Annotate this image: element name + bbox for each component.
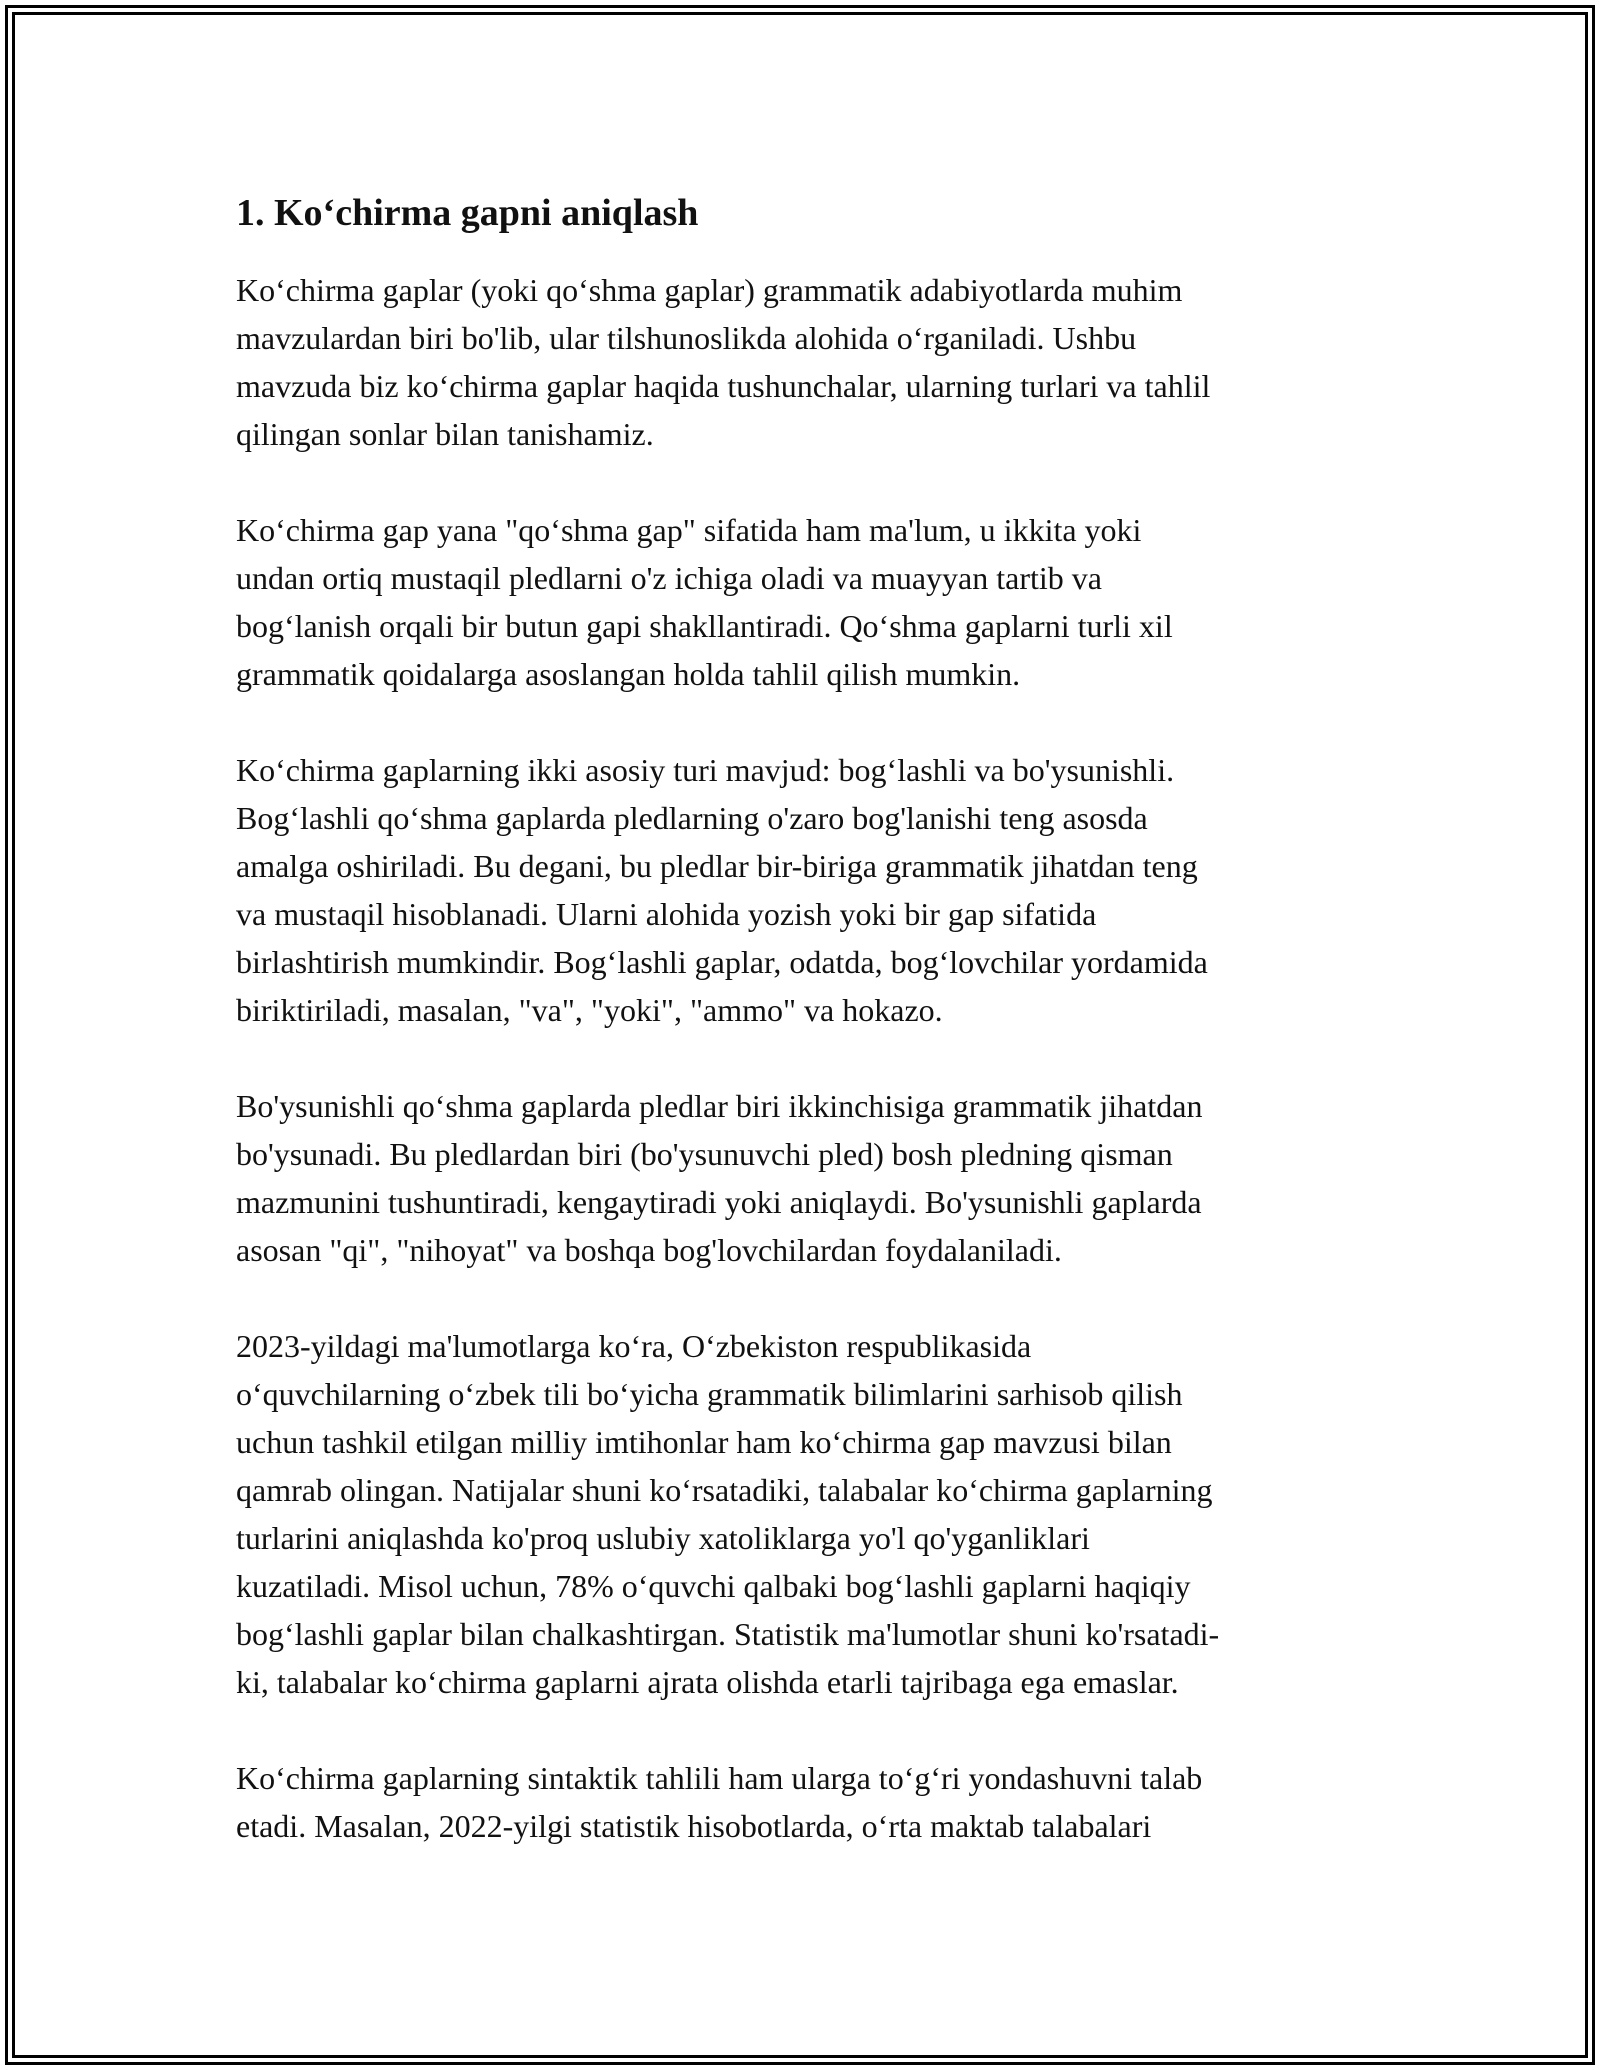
section-heading: 1. Ko‘chirma gapni aniqlash — [236, 192, 699, 234]
text-line: Ko‘chirma gaplar (yoki qo‘shma gaplar) grammatik adabiyotlarda muhim — [236, 272, 1183, 308]
text-line: bo'ysunadi. Bu pledlardan biri (bo'ysunuvchi pled) bosh pledning qisman — [236, 1136, 1173, 1172]
paragraph — [236, 266, 1366, 458]
paragraph — [236, 506, 1366, 698]
text-line: Bo'ysunishli qo‘shma gaplarda pledlar biri ikkinchisiga grammatik jihatdan — [236, 1088, 1203, 1124]
paragraph — [236, 1082, 1366, 1274]
paragraph — [236, 1322, 1366, 1706]
text-line: Ko‘chirma gaplarning sintaktik tahlili ham ularga to‘g‘ri yondashuvni talab — [236, 1760, 1203, 1796]
text-line: va mustaqil hisoblanadi. Ularni alohida yozish yoki bir gap sifatida — [236, 896, 1097, 932]
paragraph-list — [236, 266, 1366, 1850]
text-line: mazmunini tushuntiradi, kengaytiradi yoki aniqlaydi. Bo'ysunishli gaplarda — [236, 1184, 1202, 1220]
text-line: Ko‘chirma gaplarning ikki asosiy turi mavjud: bog‘lashli va bo'ysunishli. — [236, 752, 1175, 788]
text-line: asosan "qi", "nihoyat" va boshqa bog'lovchilardan foydalaniladi. — [236, 1232, 1062, 1268]
text-line: etadi. Masalan, 2022-yilgi statistik hisobotlarda, o‘rta maktab talabalari — [236, 1808, 1152, 1844]
text-line: kuzatiladi. Misol uchun, 78% o‘quvchi qalbaki bog‘lashli gaplarni haqiqiy — [236, 1568, 1191, 1604]
text-line: biriktiriladi, masalan, "va", "yoki", "ammo" va hokazo. — [236, 992, 943, 1028]
text-line: birlashtirish mumkindir. Bog‘lashli gaplar, odatda, bog‘lovchilar yordamida — [236, 944, 1208, 980]
text-line: bog‘lashli gaplar bilan chalkashtirgan. Statistik ma'lumotlar shuni ko'rsatadi- — [236, 1616, 1220, 1652]
text-line: mavzuda biz ko‘chirma gaplar haqida tushunchalar, ularning turlari va tahlil — [236, 368, 1211, 404]
text-line: amalga oshiriladi. Bu degani, bu pledlar bir-biriga grammatik jihatdan teng — [236, 848, 1198, 884]
text-line: mavzulardan biri bo'lib, ular tilshunoslikda alohida o‘rganiladi. Ushbu — [236, 320, 1137, 356]
paragraph — [236, 746, 1366, 1034]
text-line: bog‘lanish orqali bir butun gapi shakllantiradi. Qo‘shma gaplarni turli xil — [236, 608, 1173, 644]
text-line: Ko‘chirma gap yana "qo‘shma gap" sifatida ham ma'lum, u ikkita yoki — [236, 512, 1142, 548]
text-line: qamrab olingan. Natijalar shuni ko‘rsatadiki, talabalar ko‘chirma gaplarning — [236, 1472, 1213, 1508]
text-line: grammatik qoidalarga asoslangan holda tahlil qilish mumkin. — [236, 656, 1021, 692]
text-line: o‘quvchilarning o‘zbek tili bo‘yicha grammatik bilimlarini sarhisob qilish — [236, 1376, 1183, 1412]
document-body — [236, 186, 1366, 1898]
text-line: ki, talabalar ko‘chirma gaplarni ajrata olishda etarli tajribaga ega emaslar. — [236, 1664, 1179, 1700]
paragraph — [236, 1754, 1366, 1850]
text-line: qilingan sonlar bilan tanishamiz. — [236, 416, 654, 452]
text-line: 2023-yildagi ma'lumotlarga ko‘ra, O‘zbekiston respublikasida — [236, 1328, 1032, 1364]
text-line: undan ortiq mustaqil pledlarni o'z ichiga oladi va muayyan tartib va — [236, 560, 1102, 596]
text-line: Bog‘lashli qo‘shma gaplarda pledlarning o'zaro bog'lanishi teng asosda — [236, 800, 1148, 836]
text-line: uchun tashkil etilgan milliy imtihonlar ham ko‘chirma gap mavzusi bilan — [236, 1424, 1172, 1460]
text-line: turlarini aniqlashda ko'proq uslubiy xatoliklarga yo'l qo'yganliklari — [236, 1520, 1090, 1556]
